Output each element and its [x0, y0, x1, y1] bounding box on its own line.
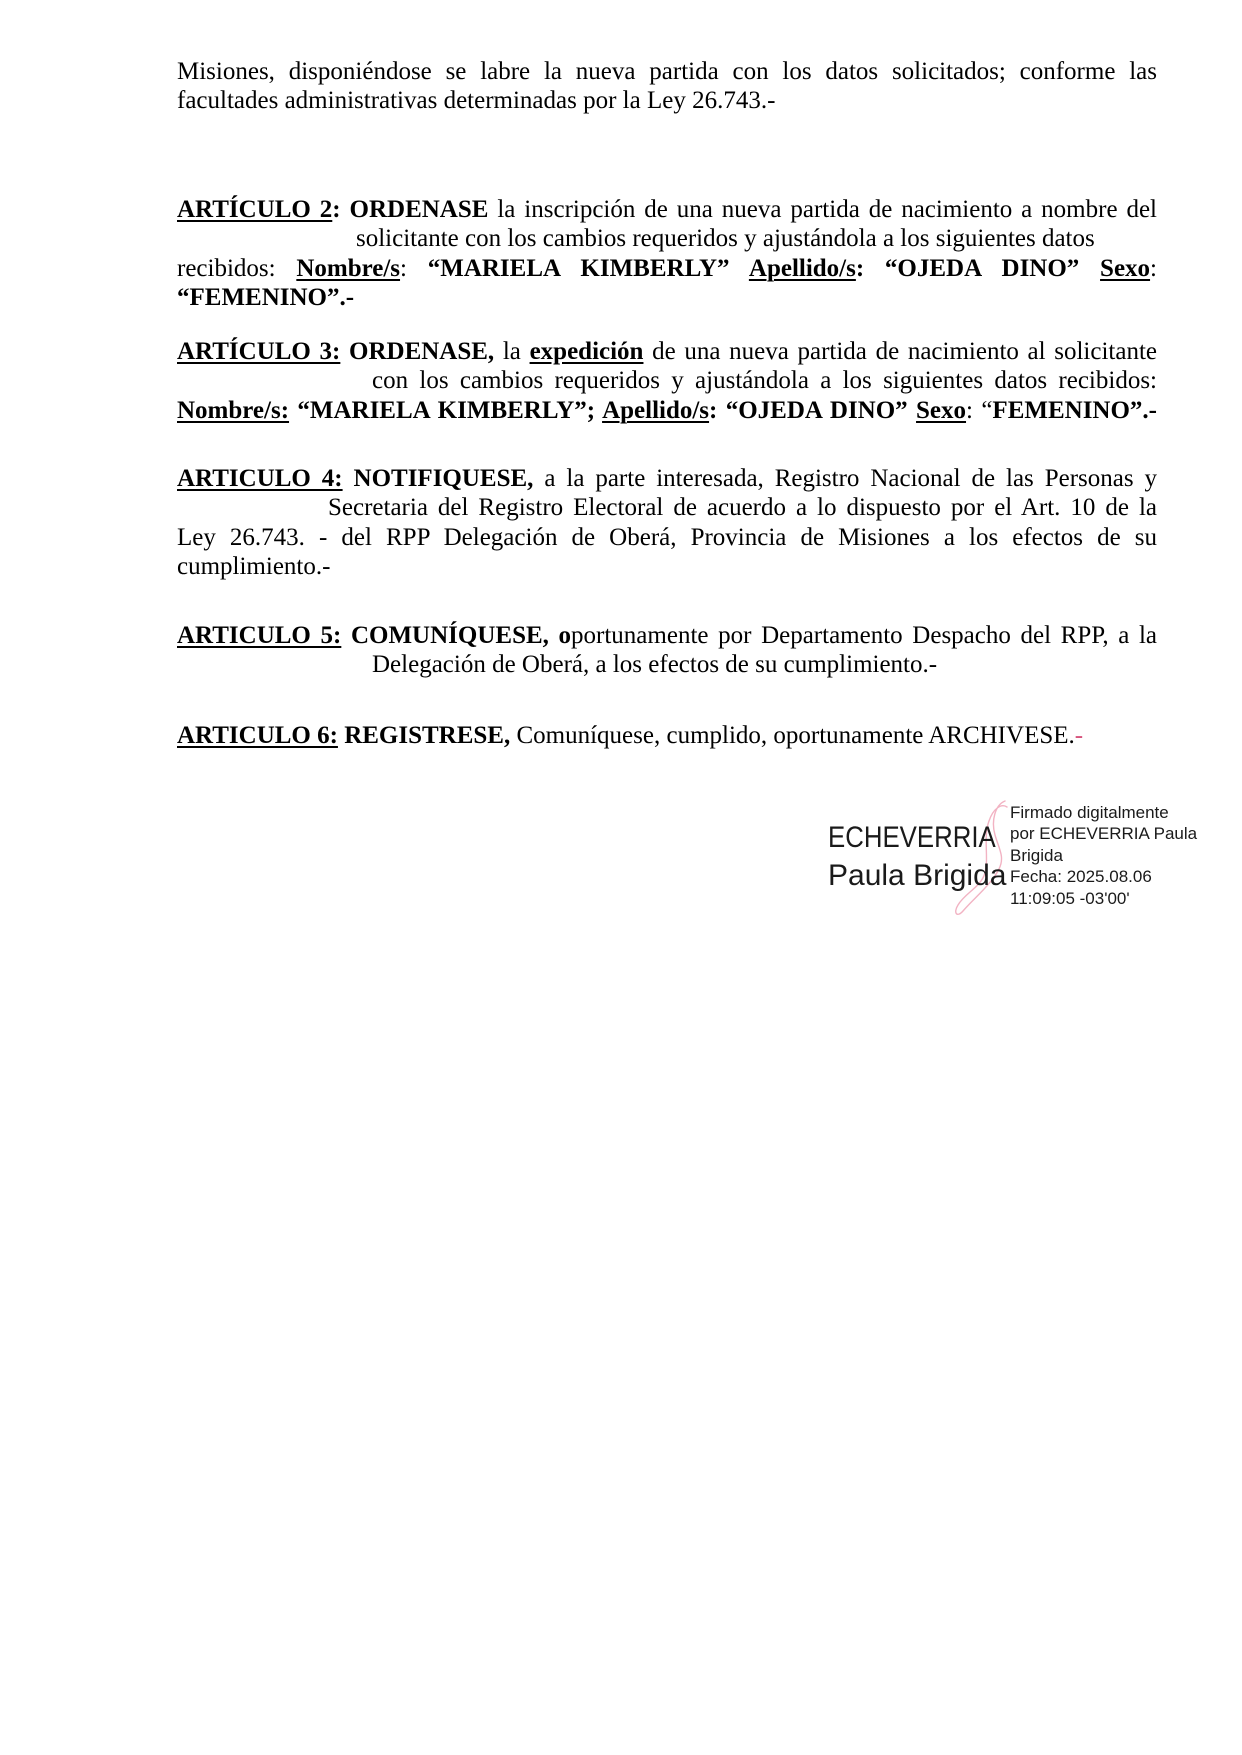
articulo-4-text: a la parte interesada, Registro Nacional de las Personas y	[533, 465, 1157, 492]
articulo-4-line-2	[177, 493, 1157, 522]
apellido-value: : “OJEDA DINO”	[709, 396, 917, 424]
signature-detail-line: 11:09:05 -03'00'	[1010, 888, 1130, 908]
articulo-3-label: ARTÍCULO 3:	[177, 338, 341, 365]
articulo-4-line-4	[177, 552, 1157, 581]
sexo-colon: : “	[966, 396, 993, 424]
articulo-4-verb: NOTIFIQUESE,	[342, 465, 534, 492]
articulo-3-line-2	[177, 366, 1157, 395]
apellido-label: Apellido/s	[748, 254, 856, 282]
signature-detail-line: Firmado digitalmente	[1010, 803, 1169, 822]
continuation-paragraph	[177, 57, 1157, 116]
articulo-3	[177, 337, 1157, 425]
articulo-4-text: cumplimiento.-	[177, 552, 331, 580]
articulo-5-text: portunamente por Departamento Despacho del RPP, a la	[571, 622, 1158, 649]
sexo-value: FEMENINO”.-	[992, 396, 1157, 424]
signer-given-names: Paula Brigida	[828, 859, 1007, 892]
articulo-4-text: Secretaria del Registro Electoral de acuerdo a lo dispuesto por el Art. 10 de la	[328, 494, 1157, 522]
sexo-value: “FEMENINO”.-	[177, 283, 355, 311]
articulo-2-line-3	[177, 254, 1157, 283]
articulo-6	[177, 721, 1157, 750]
articulo-5-verb: COMUNÍQUESE, o	[341, 622, 572, 649]
articulo-4	[177, 464, 1157, 581]
signer-surname: ECHEVERRIA	[828, 821, 996, 854]
articulo-3-text: la	[494, 338, 530, 365]
articulo-2-line-1	[177, 195, 1157, 224]
signature-details	[1010, 802, 1197, 909]
trailing-dash: -	[1074, 722, 1084, 749]
articulo-5	[177, 621, 1157, 680]
articulo-4-text: Ley 26.743. - del RPP Delegación de Oberá, Provincia de Misiones a los efectos de su	[177, 523, 1157, 551]
nombre-colon: :	[400, 254, 428, 282]
nombre-value: “MARIELA KIMBERLY”	[427, 254, 749, 282]
sexo-label: Sexo	[1100, 254, 1151, 282]
continuation-line-1	[177, 57, 1157, 86]
articulo-3-verb: ORDENASE,	[340, 338, 495, 365]
continuation-text: Misiones, disponiéndose se labre la nueva partida con los datos solicitados; conforme las	[177, 58, 1157, 85]
apellido-value: : “OJEDA DINO”	[855, 254, 1101, 282]
articulo-5-line-1	[177, 621, 1157, 650]
nombre-label: Nombre/s:	[177, 396, 290, 424]
signature-detail-line: Brigida	[1010, 845, 1063, 865]
nombre-value: “MARIELA KIMBERLY”;	[289, 396, 603, 424]
articulo-2-verb: : ORDENASE	[332, 196, 489, 223]
articulo-3-line-3	[177, 396, 1157, 425]
articulo-5-label: ARTICULO 5:	[177, 622, 342, 649]
signature-detail-line: por ECHEVERRIA Paula	[1010, 824, 1198, 844]
articulo-5-line-2	[177, 650, 1157, 679]
articulo-4-label: ARTICULO 4:	[177, 465, 343, 492]
articulo-2-text: la inscripción de una nueva partida de nacimiento a nombre del	[488, 196, 1157, 223]
articulo-4-line-3	[177, 523, 1157, 552]
articulo-6-text: Comuníquese, cumplido, oportunamente ARCHIVESE.	[510, 722, 1075, 749]
articulo-6-verb: REGISTRESE,	[337, 722, 511, 749]
articulo-3-text: con los cambios requeridos y ajustándola a los siguientes datos recibidos:	[372, 367, 1157, 395]
continuation-text: facultades administrativas determinadas por la Ley 26.743.-	[177, 87, 776, 115]
articulo-2-text: recibidos:	[177, 254, 297, 282]
articulo-5-text: Delegación de Oberá, a los efectos de su cumplimiento.-	[372, 651, 938, 679]
articulo-6-line-1	[177, 721, 1157, 750]
articulo-3-text: de una nueva partida de nacimiento al solicitante	[643, 338, 1158, 365]
articulo-3-line-1	[177, 337, 1157, 366]
articulo-2-line-4	[177, 283, 1157, 312]
articulo-4-line-1	[177, 464, 1157, 493]
articulo-2-label: ARTÍCULO 2	[177, 196, 333, 223]
signature-stroke-path	[956, 801, 1007, 914]
signature-detail-line: Fecha: 2025.08.06	[1010, 867, 1152, 887]
articulo-2	[177, 195, 1157, 312]
articulo-2-text: solicitante con los cambios requeridos y ajustándola a los siguientes datos	[356, 225, 1095, 253]
sexo-label: Sexo	[916, 396, 967, 424]
articulo-2-line-2	[177, 224, 1157, 253]
apellido-label: Apellido/s	[602, 396, 710, 424]
sexo-colon: :	[1150, 254, 1157, 282]
articulo-6-label: ARTICULO 6:	[177, 722, 338, 749]
continuation-line-2	[177, 86, 1157, 115]
expedicion-word: expedición	[529, 338, 644, 365]
nombre-label: Nombre/s	[296, 254, 401, 282]
